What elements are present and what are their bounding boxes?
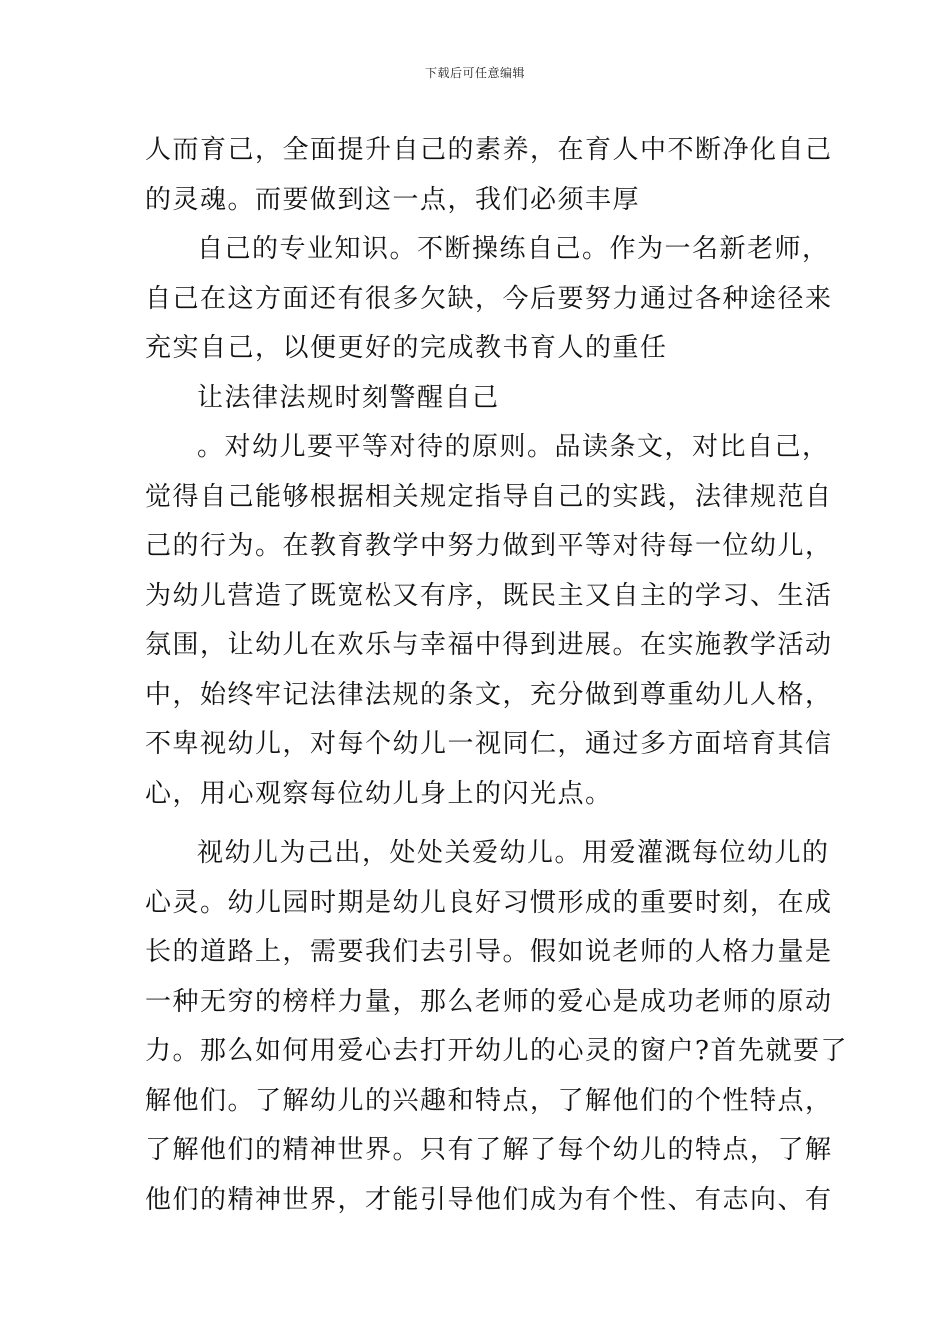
text-line: 觉得自己能够根据相关规定指导自己的实践，法律规范自 — [145, 481, 833, 512]
text-line: 充实自己，以便更好的完成教书育人的重任 — [145, 333, 668, 363]
text-line: 一种无穷的榜样力量，那么老师的爱心是成功老师的原动 — [145, 986, 833, 1017]
page-header-caption: 下载后可任意编辑 — [424, 66, 525, 80]
paragraph-gap — [145, 819, 810, 829]
text-line: 了解他们的精神世界。只有了解了每个幼儿的特点，了解 — [145, 1135, 833, 1165]
text-line: 他们的精神世界，才能引导他们成为有个性、有志向、有 — [145, 1184, 833, 1215]
text-line: 心，用心观察每位幼儿身上的闪光点。 — [145, 778, 613, 809]
text-line: 人而育己，全面提升自己的素养，在育人中不断净化自己 — [145, 135, 833, 165]
text-line: 长的道路上，需要我们去引导。假如说老师的人格力量是 — [145, 937, 833, 967]
text-line: 己的行为。在教育教学中努力做到平等对待每一位幼儿， — [145, 531, 833, 561]
paragraph-start-line: 。对幼儿要平等对待的原则。品读条文，对比自己， — [197, 432, 830, 462]
text-line: 为幼儿营造了既宽松又有序，既民主又自主的学习、生活 — [145, 580, 833, 611]
text-line: 力。那么如何用爱心去打开幼儿的心灵的窗户?首先就要了 — [145, 1036, 848, 1066]
paragraph-start-line: 自己的专业知识。不断操练自己。作为一名新老师， — [197, 234, 830, 264]
text-line: 心灵。幼儿园时期是幼儿良好习惯形成的重要时刻，在成 — [145, 887, 833, 918]
text-line: 氛围，让幼儿在欢乐与幸福中得到进展。在实施教学活动 — [145, 630, 833, 660]
text-line: 解他们。了解幼儿的兴趣和特点，了解他们的个性特点， — [145, 1085, 833, 1116]
section-heading: 让法律法规时刻警醒自己 — [197, 382, 500, 413]
text-line: 中，始终牢记法律法规的条文，充分做到尊重幼儿人格， — [145, 679, 833, 710]
paragraph-start-line: 视幼儿为己出，处处关爱幼儿。用爱灌溉每位幼儿的 — [197, 838, 830, 868]
text-line: 的灵魂。而要做到这一点，我们必须丰厚 — [145, 184, 641, 215]
text-line: 不卑视幼儿，对每个幼儿一视同仁，通过多方面培育其信 — [145, 729, 833, 759]
document-body — [145, 126, 848, 1225]
text-line: 自己在这方面还有很多欠缺，今后要努力通过各种途径来 — [145, 283, 833, 314]
